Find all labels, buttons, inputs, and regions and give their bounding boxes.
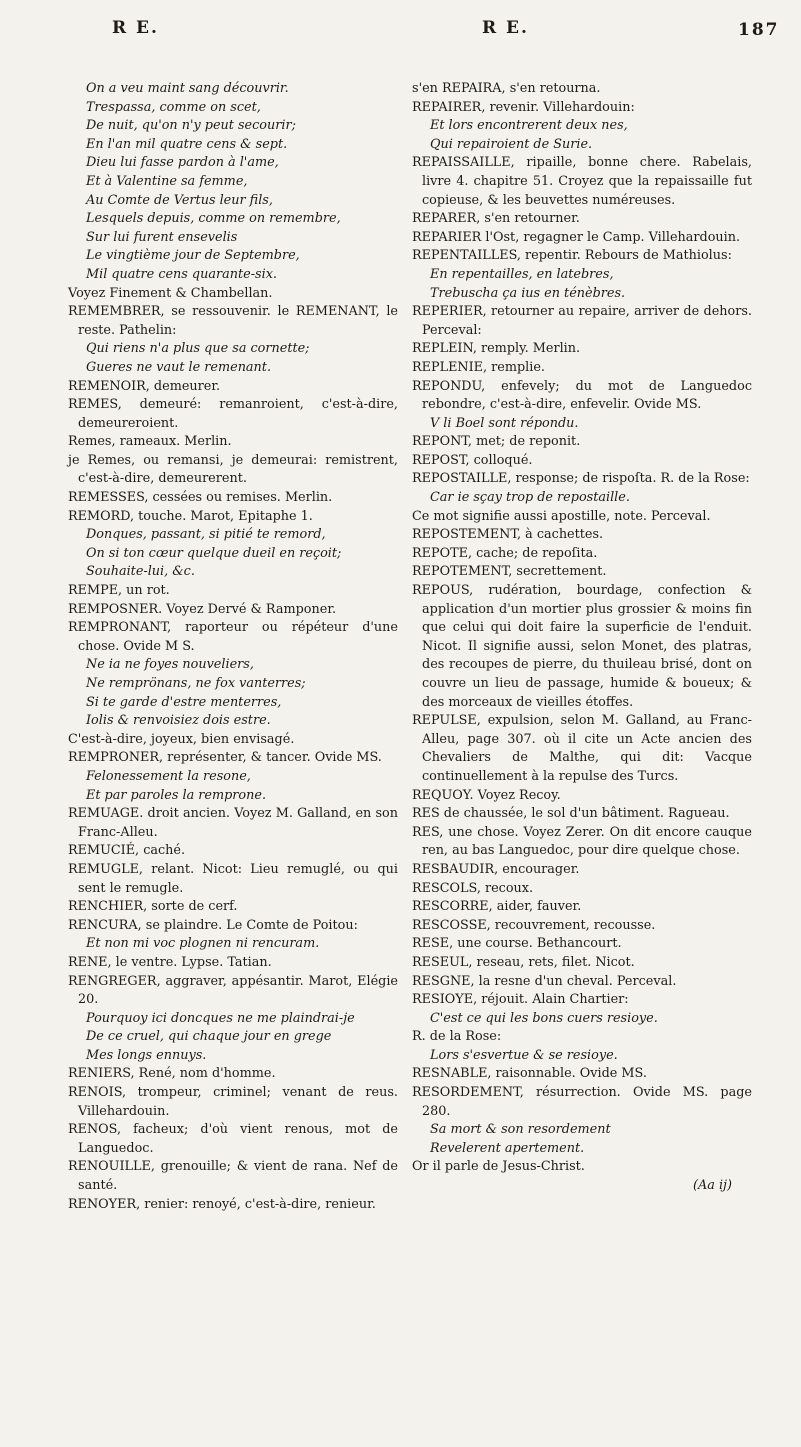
verse-line: V li Boel sont répondu. xyxy=(430,415,579,431)
verse-quote xyxy=(68,80,398,285)
verse-quote xyxy=(412,266,752,303)
dictionary-entry: RENCURA, se plaindre. Le Comte de Poitou: xyxy=(68,917,358,933)
verse-quote xyxy=(68,656,398,730)
verse-quote xyxy=(68,935,398,954)
page-number: 187 xyxy=(738,20,780,40)
dictionary-entry: RENGREGER, aggraver, appésantir. Marot, Elégie 20. xyxy=(68,973,398,1008)
verse-line: C'est ce qui les bons cuers resioye. xyxy=(430,1010,658,1026)
dictionary-entry: RES de chaussée, le sol d'un bâtiment. Ragueau. xyxy=(412,806,730,822)
dictionary-entry: je Remes, ou remansi, je demeurai: remistrent, c'est-à-dire, demeurerent. xyxy=(68,452,398,487)
dictionary-entry: REPOSTAILLE, response; de rispoſta. R. de la Rose: xyxy=(412,471,750,487)
verse-line: Mil quatre cens quarante-six. xyxy=(86,266,277,282)
dictionary-entry: RENOIS, trompeur, criminel; venant de reus. Villehardouin. xyxy=(68,1085,398,1119)
verse-line: Pourquoy ici doncques ne me plaindrai-je xyxy=(86,1010,355,1026)
dictionary-entry: Voyez Finement & Chambellan. xyxy=(68,285,273,301)
verse-line: Souhaite-lui, &c. xyxy=(86,564,195,580)
verse-line: Lors s'esvertue & se resioye. xyxy=(430,1047,618,1063)
verse-line: Sur lui furent ensevelis xyxy=(86,229,238,245)
dictionary-entry: RENIERS, René, nom d'homme. xyxy=(68,1066,276,1082)
verse-line: Sa mort & son resordement xyxy=(430,1122,611,1138)
verse-line: De nuit, qu'on n'y peut secourir; xyxy=(86,118,296,134)
dictionary-entry: REQUOY. Voyez Recoy. xyxy=(412,787,561,803)
dictionary-entry: RESCOLS, recoux. xyxy=(412,880,534,896)
verse-line: Revelerent apertement. xyxy=(430,1140,585,1156)
verse-line: Ne ia ne foyes nouveliers, xyxy=(86,657,254,673)
verse-line: Trespassa, comme on scet, xyxy=(86,99,261,115)
verse-line: En repentailles, en latebres, xyxy=(430,266,614,282)
dictionary-entry: REPOSTEMENT, à cachettes. xyxy=(412,527,604,543)
dictionary-entry: C'est-à-dire, joyeux, bien envisagé. xyxy=(68,731,295,747)
verse-quote xyxy=(68,340,398,377)
dictionary-entry: REMUAGE. droit ancien. Voyez M. Galland, en son Franc-Alleu. xyxy=(68,806,398,840)
dictionary-entry: Ce mot signifie aussi apostille, note. Perceval. xyxy=(412,508,711,524)
verse-line: Lesquels depuis, comme on remembre, xyxy=(86,211,341,227)
verse-line: Gueres ne vaut le remenant. xyxy=(86,359,272,375)
verse-line: Et par paroles la remprone. xyxy=(86,787,267,803)
dictionary-entry: REPERIER, retourner au repaire, arriver de dehors. Perceval: xyxy=(412,304,752,338)
dictionary-entry: REMPRONER, représenter, & tancer. Ovide MS. xyxy=(68,750,382,766)
dictionary-entry: REMUCIÉ, caché. xyxy=(68,843,186,859)
dictionary-entry: RESBAUDIR, encourager. xyxy=(412,861,580,877)
verse-quote xyxy=(412,1047,752,1066)
verse-line: Ne remprönans, ne fox vanterres; xyxy=(86,676,306,691)
dictionary-entry: RENOS, facheux; d'où vient renous, mot de Languedoc. xyxy=(68,1122,398,1156)
verse-line: Qui repairoient de Surie. xyxy=(430,136,593,152)
dictionary-entry: RENE, le ventre. Lypse. Tatian. xyxy=(68,954,272,970)
dictionary-entry: REMESSES, cessées ou remises. Merlin. xyxy=(68,490,333,506)
verse-line: Qui riens n'a plus que sa cornette; xyxy=(86,341,310,357)
dictionary-entry: REPULSE, expulsion, selon M. Galland, au Franc-Alleu, page 307. où il cite un Acte ancien des Chevaliers de Malthe, qui dit: Vacque continuellement à la repulse des Turcs. xyxy=(412,713,752,784)
dictionary-entry: RESEUL, reseau, rets, filet. Nicot. xyxy=(412,954,635,970)
dictionary-entry: REMEMBRER, se ressouvenir. le REMENANT, le reste. Pathelin: xyxy=(68,304,398,338)
verse-line: On si ton cœur quelque dueil en reçoit; xyxy=(86,545,342,561)
dictionary-entry: REPARIER l'Ost, regagner le Camp. Villehardouin. xyxy=(412,229,741,245)
dictionary-entry: REMUGLE, relant. Nicot: Lieu remuglé, ou qui sent le remugle. xyxy=(68,861,398,896)
verse-line: Au Comte de Vertus leur fils, xyxy=(86,192,273,208)
dictionary-entry: Or il parle de Jesus-Christ. xyxy=(412,1159,585,1175)
dictionary-entry: RESGNE, la resne d'un cheval. Perceval. xyxy=(412,973,677,989)
signature-mark: (Aa ij) xyxy=(693,1178,732,1194)
dictionary-entry: REMORD, touche. Marot, Epitaphe 1. xyxy=(68,508,313,524)
dictionary-entry: RESE, une course. Bethancourt. xyxy=(412,936,622,952)
dictionary-entry: RENOYER, renier: renoyé, c'est-à-dire, renieur. xyxy=(68,1196,376,1212)
verse-quote xyxy=(412,1121,752,1158)
dictionary-entry: REMPOSNER. Voyez Dervé & Ramponer. xyxy=(68,601,337,617)
verse-quote xyxy=(68,1010,398,1066)
verse-line: Mes longs ennuys. xyxy=(86,1047,207,1063)
dictionary-entry: REMES, demeuré: remanroient, c'est-à-dire, demeureroient. xyxy=(68,397,398,431)
verse-quote xyxy=(412,1010,752,1029)
dictionary-entry: REMPE, un rot. xyxy=(68,583,170,599)
verse-line: De ce cruel, qui chaque jour en grege xyxy=(86,1029,332,1045)
verse-line: Car ie sçay trop de repostaille. xyxy=(430,490,630,506)
verse-line: On a veu maint sang découvrir. xyxy=(86,81,289,96)
dictionary-entry: RENOUILLE, grenouille; & vient de rana. Nef de santé. xyxy=(68,1159,398,1194)
verse-line: Trebuscha ça ius en ténèbres. xyxy=(430,285,626,301)
verse-line: Et non mi voc plognen ni rencuram. xyxy=(86,936,320,952)
dictionary-entry: REPENTAILLES, repentir. Rebours de Mathiolus: xyxy=(412,248,732,264)
verse-quote xyxy=(412,489,752,508)
dictionary-entry: REPAISSAILLE, ripaille, bonne chere. Rabelais, livre 4. chapitre 51. Croyez que la repaissaille fut copieuse, & les beuvettes numéreuses. xyxy=(412,155,752,208)
dictionary-entry: REPOST, colloqué. xyxy=(412,452,533,468)
verse-line: Felonessement la resone, xyxy=(86,768,251,784)
dictionary-entry: REPOTE, cache; de repoſita. xyxy=(412,545,598,561)
verse-quote xyxy=(68,526,398,582)
running-head-left: R E. xyxy=(112,18,159,38)
dictionary-entry: RESCOSSE, recouvrement, recousse. xyxy=(412,917,656,933)
running-head-right: R E. xyxy=(482,18,529,38)
dictionary-entry: REPLENIE, remplie. xyxy=(412,359,545,375)
verse-quote xyxy=(412,415,752,434)
verse-line: Iolis & renvoisiez dois estre. xyxy=(86,713,271,729)
dictionary-entry: RES, une chose. Voyez Zerer. On dit encore cauque ren, au bas Languedoc, pour dire quelque chose. xyxy=(412,824,752,859)
dictionary-entry: RESCORRE, aider, fauver. xyxy=(412,899,582,915)
dictionary-entry: REPOUS, rudération, bourdage, confection & application d'un mortier plus grossier & moins fin que celui qui doit faire la superficie de l'enduit. Nicot. Il signifie aussi, selon Monet, des platras, des recoupes de pierre, du thuileau brisé, dont on couvre un lieu de passage, humide & boueux; & des morceaux de vieilles étoffes. xyxy=(412,583,752,710)
verse-line: Et à Valentine sa femme, xyxy=(86,173,248,189)
dictionary-entry: s'en REPAIRA, s'en retourna. xyxy=(412,81,601,96)
verse-quote xyxy=(412,117,752,154)
verse-quote xyxy=(68,768,398,805)
dictionary-entry: R. de la Rose: xyxy=(412,1029,502,1045)
verse-line: Dieu lui fasse pardon à l'ame, xyxy=(86,155,279,171)
verse-line: En l'an mil quatre cens & sept. xyxy=(86,136,288,152)
dictionary-entry: REPOTEMENT, secrettement. xyxy=(412,564,607,580)
dictionary-entry: REMPRONANT, raporteur ou répéteur d'une chose. Ovide M S. xyxy=(68,620,398,654)
dictionary-entry: RESORDEMENT, résurrection. Ovide MS. page 280. xyxy=(412,1085,752,1119)
dictionary-entry: RESIOYE, réjouit. Alain Chartier: xyxy=(412,992,629,1008)
dictionary-entry: REMENOIR, demeurer. xyxy=(68,378,221,394)
verse-line: Et lors encontrerent deux nes, xyxy=(430,118,628,134)
dictionary-entry: REPLEIN, remply. Merlin. xyxy=(412,341,581,357)
verse-line: Donques, passant, si pitié te remord, xyxy=(86,527,326,543)
dictionary-entry: RENCHIER, sorte de cerf. xyxy=(68,899,238,915)
verse-line: Le vingtième jour de Septembre, xyxy=(86,248,300,264)
dictionary-entry: REPONT, met; de reponit. xyxy=(412,434,581,450)
dictionary-entry: Remes, rameaux. Merlin. xyxy=(68,434,232,450)
verse-line: Si te garde d'estre menterres, xyxy=(86,694,282,710)
dictionary-entry: REPARER, s'en retourner. xyxy=(412,211,580,227)
dictionary-entry: REPAIRER, revenir. Villehardouin: xyxy=(412,99,635,115)
right-column xyxy=(412,80,752,1196)
dictionary-entry: REPONDU, enfevely; du mot de Languedoc rebondre, c'est-à-dire, enfevelir. Ovide MS. xyxy=(412,378,752,413)
left-column xyxy=(68,80,398,1214)
dictionary-entry: RESNABLE, raisonnable. Ovide MS. xyxy=(412,1066,647,1082)
